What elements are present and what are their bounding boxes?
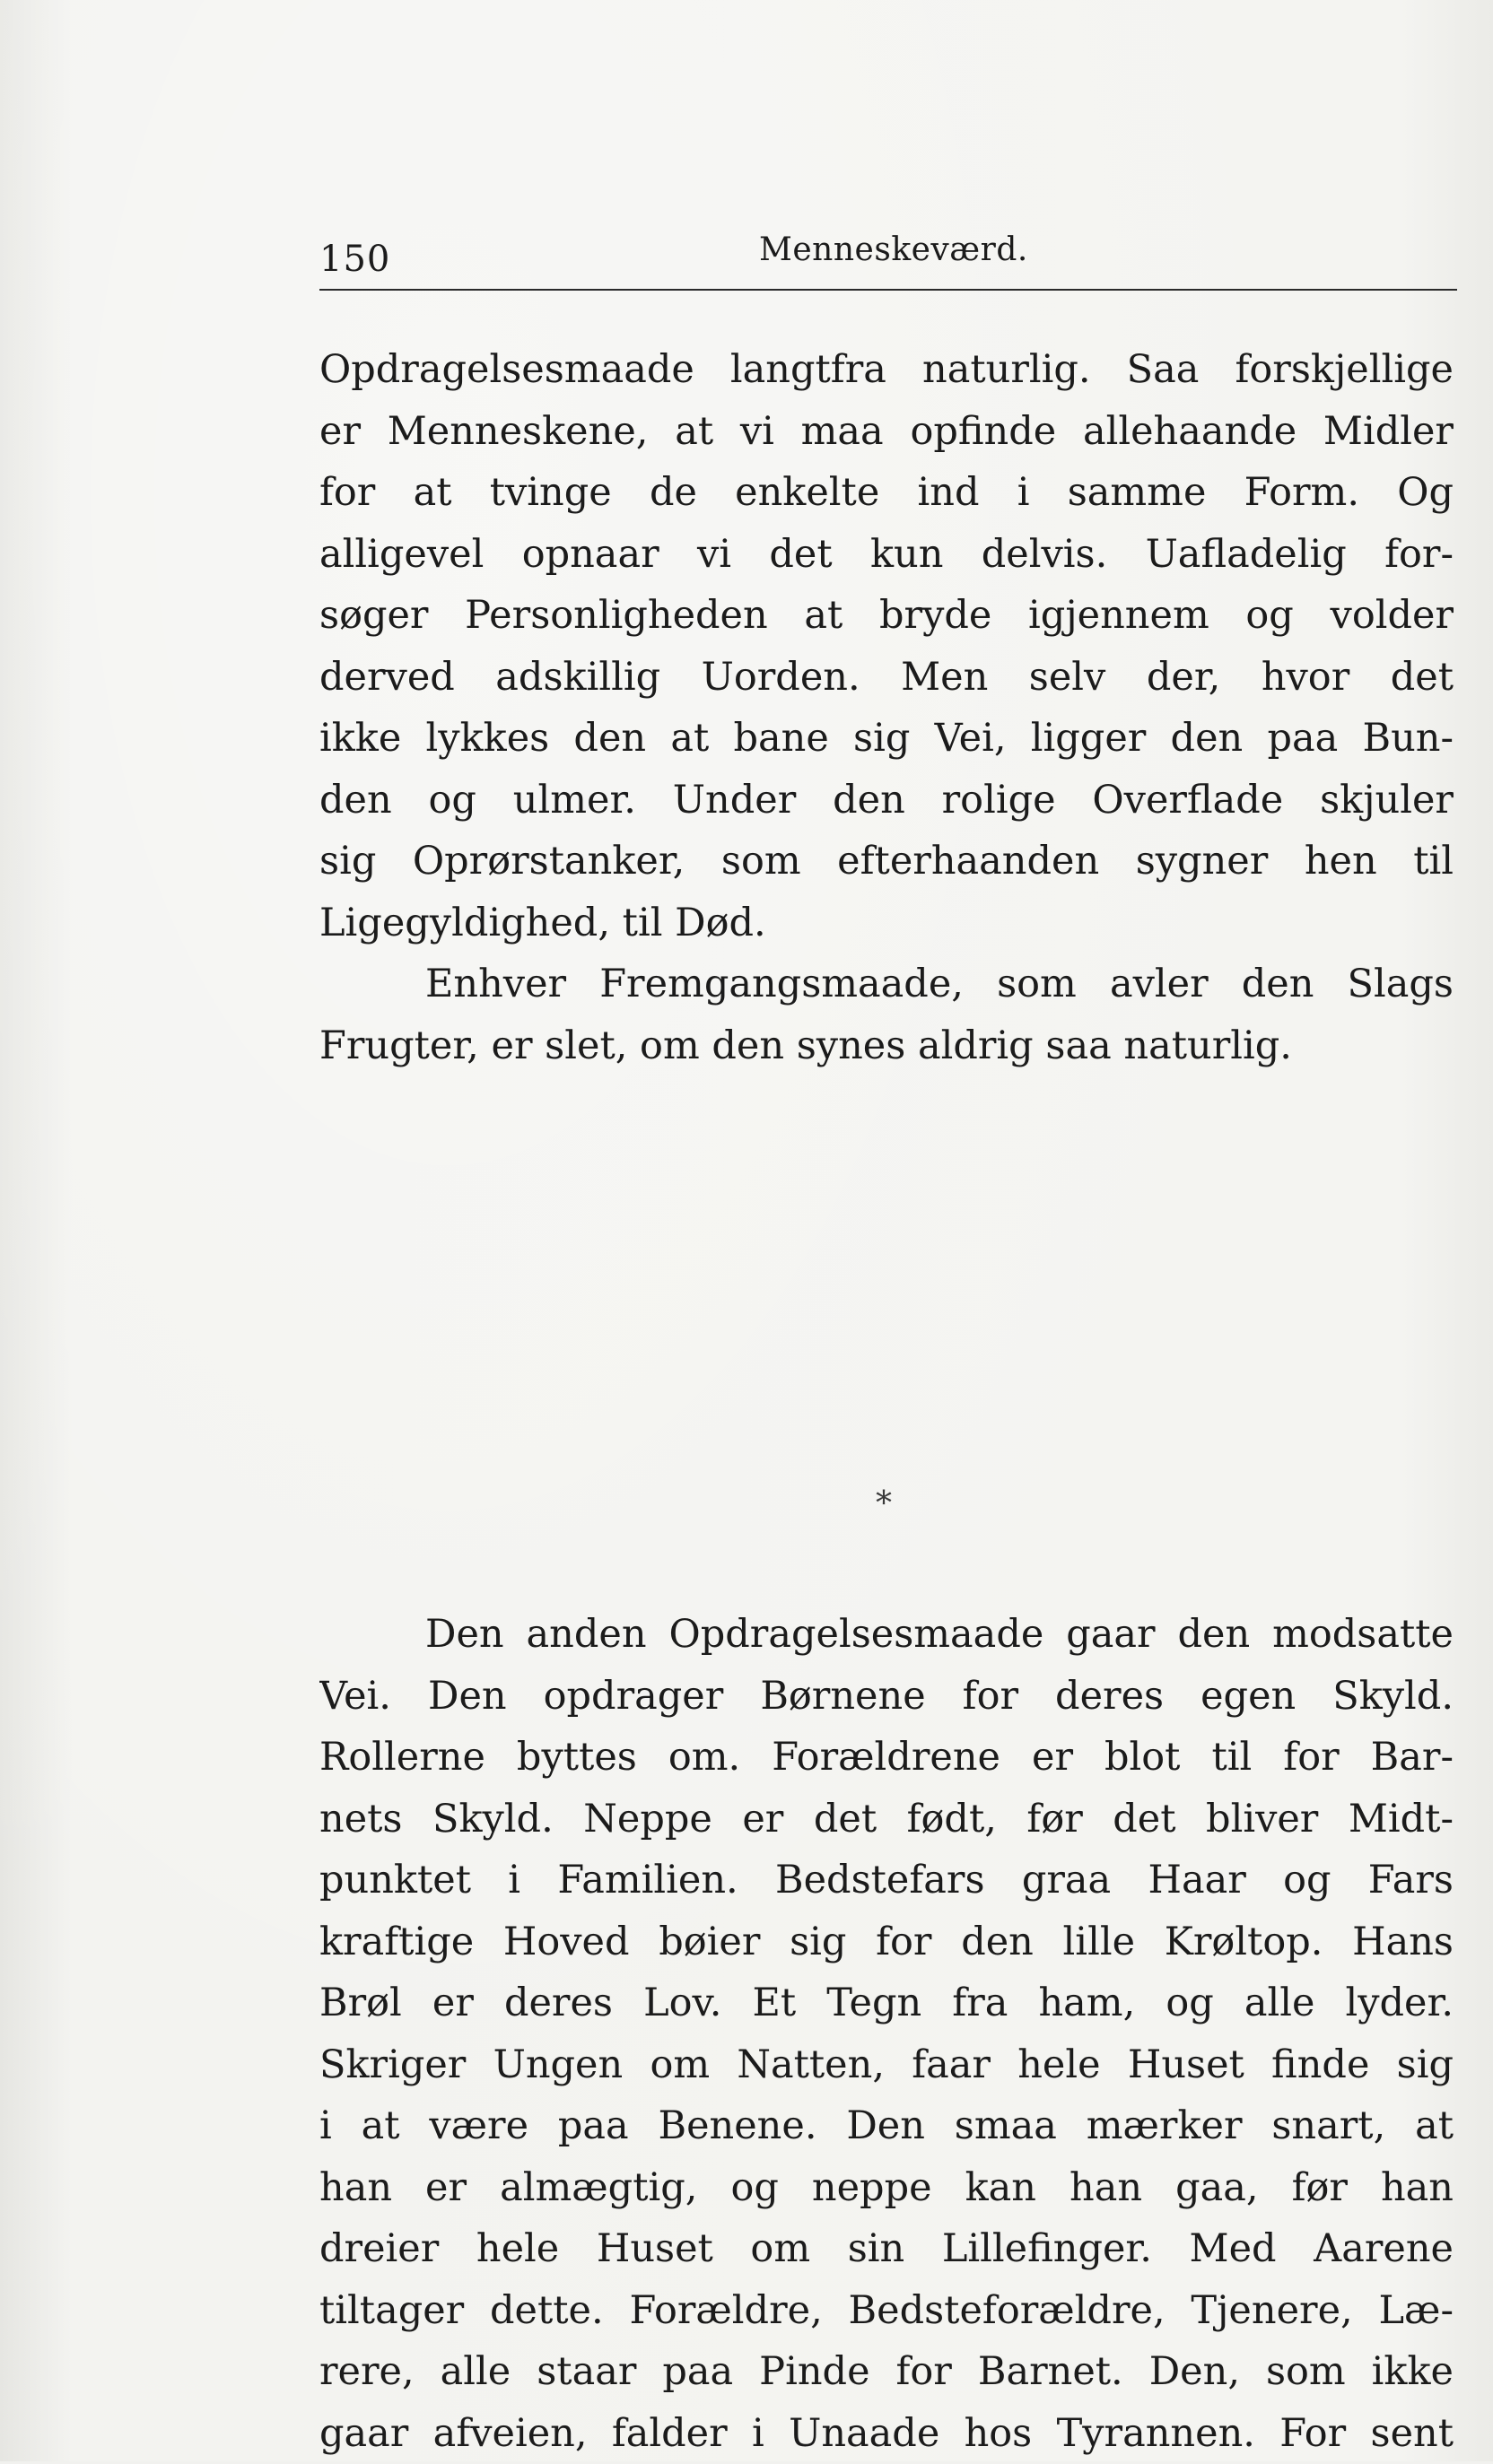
text-line: i at være paa Benene. Den smaa mærker snart, at: [319, 2095, 1454, 2157]
text-line: Rollerne byttes om. Forældrene er blot til for Bar-: [319, 1727, 1454, 1789]
paragraph-3: [319, 1604, 1454, 2464]
text-line: søger Personligheden at bryde igjennem og volder: [319, 585, 1454, 647]
text-line: sig Oprørstanker, som efterhaanden sygner hen til: [319, 831, 1454, 892]
text-line: Brøl er deres Lov. Et Tegn fra ham, og alle lyder.: [319, 1972, 1454, 2034]
text-line: rere, alle staar paa Pinde for Barnet. Den, som ikke: [319, 2341, 1454, 2403]
text-line: punktet i Familien. Bedstefars graa Haar og Fars: [319, 1850, 1454, 1911]
text-line: er Menneskene, at vi maa opfinde allehaande Midler: [319, 401, 1454, 463]
text-line: Skriger Ungen om Natten, faar hele Huset finde sig: [319, 2034, 1454, 2096]
text-line: tiltager dette. Forældre, Bedsteforældre, Tjenere, Læ-: [319, 2280, 1454, 2342]
text-line: kraftige Hoved bøier sig for den lille Krøltop. Hans: [319, 1911, 1454, 1973]
text-line: han er almægtig, og neppe kan han gaa, før han: [319, 2157, 1454, 2219]
page-header: [319, 226, 1457, 291]
paragraph-2: [319, 953, 1454, 1076]
text-line: Vei. Den opdrager Børnene for deres egen Skyld.: [319, 1666, 1454, 1728]
text-line: Den anden Opdragelsesmaade gaar den modsatte: [319, 1604, 1454, 1666]
text-line: derved adskillig Uorden. Men selv der, hvor det: [319, 647, 1454, 709]
section-break-asterisk: *: [319, 1485, 1454, 1522]
paragraph-1: [319, 339, 1454, 953]
text-line: alligevel opnaar vi det kun delvis. Uafladelig for-: [319, 524, 1454, 586]
text-line: Frugter, er slet, om den synes aldrig saa naturlig.: [319, 1015, 1454, 1077]
text-line: Opdragelsesmaade langtfra naturlig. Saa forskjellige: [319, 339, 1454, 401]
header-divider: [319, 289, 1457, 291]
page-number: 150: [319, 239, 390, 280]
text-line: den og ulmer. Under den rolige Overflade skjuler: [319, 770, 1454, 831]
text-line: Ligegyldighed, til Død.: [319, 892, 1454, 954]
text-line: dreier hele Huset om sin Lillefinger. Med Aarene: [319, 2218, 1454, 2280]
text-line: Enhver Fremgangsmaade, som avler den Slags: [319, 953, 1454, 1015]
text-line: for at tvinge de enkelte ind i samme Form. Og: [319, 462, 1454, 524]
running-title: Menneskeværd.: [759, 231, 1028, 268]
text-line: gaar afveien, falder i Unaade hos Tyrannen. For sent: [319, 2403, 1454, 2464]
text-line: nets Skyld. Neppe er det født, før det bliver Midt-: [319, 1789, 1454, 1850]
text-line: ikke lykkes den at bane sig Vei, ligger den paa Bun-: [319, 708, 1454, 770]
